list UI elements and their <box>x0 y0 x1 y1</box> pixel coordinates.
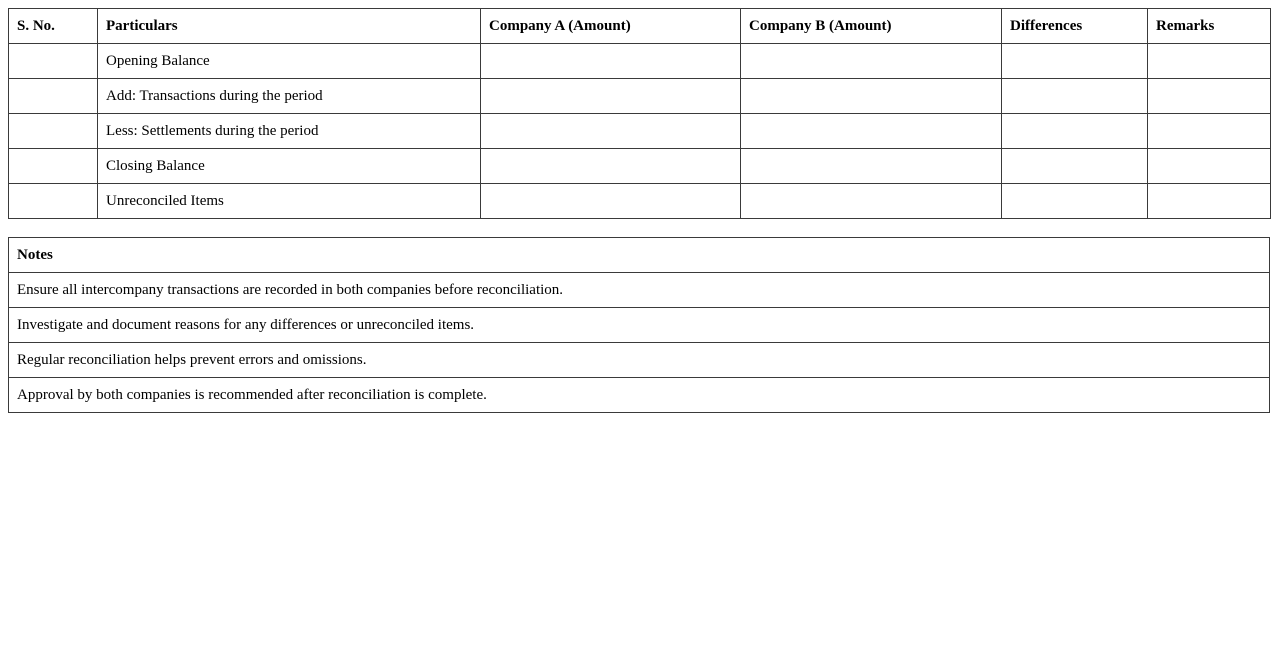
note-row <box>9 343 1270 378</box>
cell-company-b-amount <box>741 149 1002 184</box>
cell-differences <box>1002 44 1148 79</box>
reconciliation-table <box>8 8 1271 219</box>
cell-company-a-amount <box>481 149 741 184</box>
cell-sno <box>9 44 98 79</box>
notes-header-row <box>9 238 1270 273</box>
cell-particulars: Unreconciled Items <box>98 184 481 219</box>
note-item: Approval by both companies is recommended after reconciliation is complete. <box>9 378 1270 413</box>
note-item: Regular reconciliation helps prevent errors and omissions. <box>9 343 1270 378</box>
cell-sno <box>9 79 98 114</box>
header-remarks: Remarks <box>1148 9 1271 44</box>
cell-particulars: Add: Transactions during the period <box>98 79 481 114</box>
cell-remarks <box>1148 79 1271 114</box>
table-row <box>9 44 1271 79</box>
cell-differences <box>1002 79 1148 114</box>
cell-company-b-amount <box>741 79 1002 114</box>
cell-company-b-amount <box>741 44 1002 79</box>
note-item: Investigate and document reasons for any differences or unreconciled items. <box>9 308 1270 343</box>
note-row <box>9 273 1270 308</box>
cell-particulars: Closing Balance <box>98 149 481 184</box>
cell-differences <box>1002 149 1148 184</box>
header-particulars: Particulars <box>98 9 481 44</box>
table-header-row <box>9 9 1271 44</box>
cell-remarks <box>1148 44 1271 79</box>
header-differences: Differences <box>1002 9 1148 44</box>
cell-company-a-amount <box>481 44 741 79</box>
note-item: Ensure all intercompany transactions are recorded in both companies before reconciliation. <box>9 273 1270 308</box>
cell-company-b-amount <box>741 184 1002 219</box>
cell-sno <box>9 184 98 219</box>
note-row <box>9 308 1270 343</box>
cell-company-a-amount <box>481 79 741 114</box>
header-sno: S. No. <box>9 9 98 44</box>
note-row <box>9 378 1270 413</box>
cell-company-a-amount <box>481 184 741 219</box>
notes-title: Notes <box>9 238 1270 273</box>
notes-table <box>8 237 1270 413</box>
header-company-a-amount: Company A (Amount) <box>481 9 741 44</box>
cell-remarks <box>1148 114 1271 149</box>
cell-remarks <box>1148 184 1271 219</box>
cell-differences <box>1002 184 1148 219</box>
cell-differences <box>1002 114 1148 149</box>
header-company-b-amount: Company B (Amount) <box>741 9 1002 44</box>
table-row <box>9 79 1271 114</box>
cell-company-a-amount <box>481 114 741 149</box>
cell-particulars: Less: Settlements during the period <box>98 114 481 149</box>
cell-sno <box>9 149 98 184</box>
cell-sno <box>9 114 98 149</box>
table-row <box>9 114 1271 149</box>
cell-company-b-amount <box>741 114 1002 149</box>
table-row <box>9 149 1271 184</box>
cell-remarks <box>1148 149 1271 184</box>
table-row <box>9 184 1271 219</box>
cell-particulars: Opening Balance <box>98 44 481 79</box>
